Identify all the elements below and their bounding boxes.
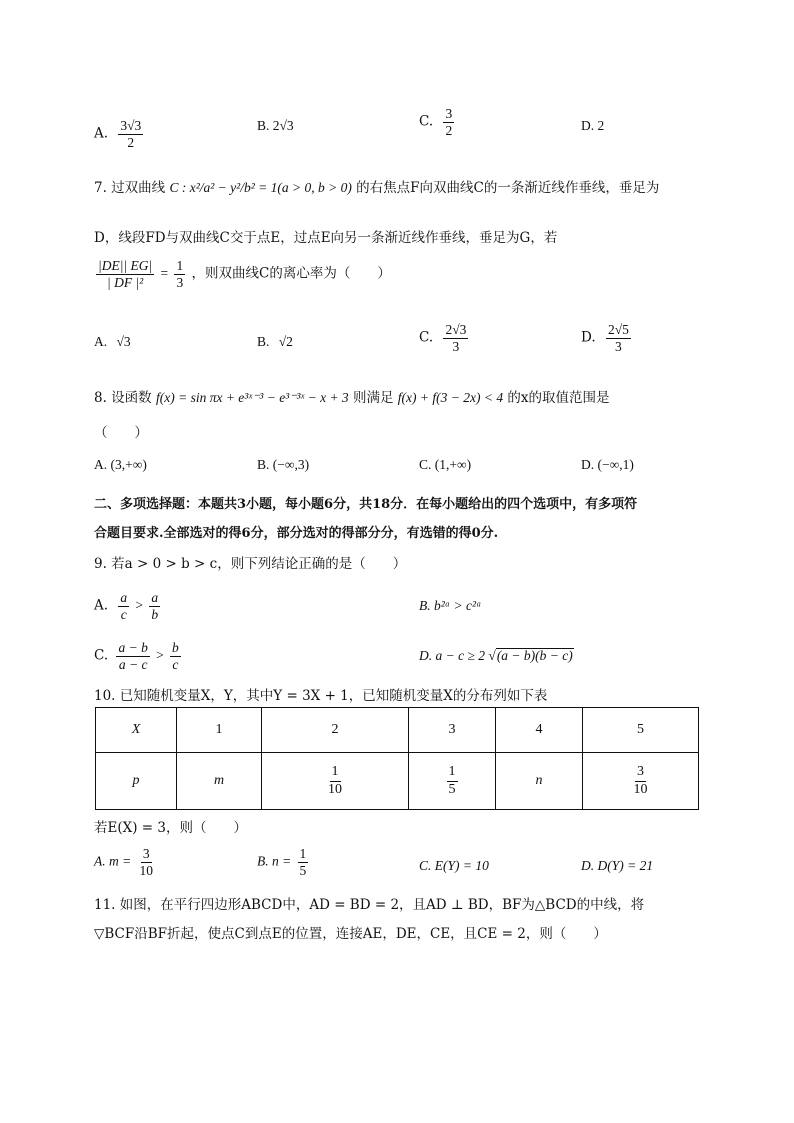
option-text: B. (−∞,3): [257, 457, 310, 472]
option-letter: A.: [94, 597, 109, 614]
q10-stem: 10. 已知随机变量X，Y，其中Y = 3X + 1，已知随机变量X的分布列如下表: [94, 688, 548, 704]
table-cell: [262, 753, 409, 810]
q6-option-a: [94, 118, 145, 150]
q9-option-c: [94, 640, 183, 672]
question-text: D，线段FD与双曲线C交于点E，过点E向另一条渐近线作垂线，垂足为G，若: [94, 230, 558, 246]
q8-option-d: [581, 457, 634, 473]
option-text: B. n =: [257, 853, 292, 869]
function-formula: f(x) = sin πx + e³ˣ⁻³ − e³⁻³ˣ − x + 3: [155, 390, 349, 405]
option-dot: .: [103, 647, 109, 664]
q10-condition: [94, 816, 247, 836]
q10-option-d: D. D(Y) = 21: [581, 858, 654, 873]
q7-option-b: [257, 334, 293, 350]
question-text: 若E(X) = 3，则（ ）: [94, 820, 247, 836]
q7-option-d: [581, 322, 633, 354]
radicand: (a − b)(b − c): [496, 648, 573, 663]
hyperbola-formula: C : x²/a² − y²/b² = 1(a > 0, b > 0): [169, 180, 352, 195]
fraction: $\frac{a}{c}$: [120, 590, 128, 622]
table-row: [96, 753, 699, 810]
table-cell: 2: [262, 708, 409, 753]
option-text: A. m =: [94, 853, 132, 869]
option-text: C. (1,+∞): [419, 457, 472, 472]
q8-option-a: [94, 457, 147, 473]
fraction: $\frac{b}{c}$: [172, 640, 179, 672]
q8-line2: [94, 421, 148, 441]
q11-line1: 11. 如图，在平行四边形ABCD中，AD = BD = 2，且AD ⊥ BD，BF为△BCD的中线，将: [94, 897, 645, 913]
question-number: 8. 设函数: [94, 390, 152, 406]
table-row: [96, 708, 699, 753]
q7-option-c: [419, 322, 470, 354]
option-value: √3: [116, 334, 131, 349]
question-text: 的x的取值范围是: [507, 390, 610, 406]
option-text: D. 2: [581, 118, 605, 133]
fraction: $\frac{3}{10}$: [633, 764, 648, 797]
table-cell: 3: [409, 708, 496, 753]
table-cell: p: [96, 753, 177, 810]
option-letter: A.: [94, 125, 109, 142]
question-text: 则满足: [352, 390, 394, 406]
inequality: f(x) + f(3 − 2x) < 4: [397, 390, 504, 405]
table-cell: 1: [177, 708, 262, 753]
fraction: $\frac{3√3}{2}$: [120, 118, 142, 150]
ratio-fraction: $\frac{|DE|| EG|}{\text{| DF |²}}$: [98, 258, 153, 290]
operator: >: [135, 597, 144, 613]
q7-option-a: [94, 334, 131, 350]
q9-option-d: [419, 648, 574, 664]
table-cell: n: [496, 753, 583, 810]
option-letter: C.: [419, 113, 434, 130]
fraction: $\frac{1}{10}$: [328, 764, 342, 797]
q8-option-c: [419, 457, 471, 473]
option-value: √2: [278, 334, 293, 349]
q7-line2: [94, 226, 557, 246]
fraction: $\frac{a}{b}$: [151, 590, 159, 622]
q8-option-b: [257, 457, 309, 473]
fraction: $\frac{2√3}{3}$: [445, 322, 467, 354]
q6-option-d: [581, 118, 604, 134]
table-cell: 5: [583, 708, 699, 753]
table-cell: 4: [496, 708, 583, 753]
q9-option-a: [94, 590, 162, 622]
question-number: 7. 过双曲线: [94, 180, 166, 196]
option-value: 2√3: [272, 118, 294, 133]
section-heading-line2: 合题目要求.全部选对的得6分，部分选对的得部分分，有选错的得0分.: [94, 526, 499, 541]
fraction: $\frac{3}{2}$: [445, 106, 453, 138]
q9-option-b: B. b²ᵃ > c²ᵃ: [419, 598, 482, 613]
question-text: ，则双曲线C的离心率为（ ）: [191, 265, 391, 282]
q9-stem: 9. 若a > 0 > b > c，则下列结论正确的是（ ）: [94, 556, 407, 572]
option-letter: C.: [419, 329, 434, 346]
fraction: $\frac{3}{10}$: [139, 846, 154, 878]
distribution-table: [95, 707, 699, 810]
q7-line3: [94, 258, 391, 290]
answer-bracket: （ ）: [94, 425, 148, 441]
q6-option-c: [419, 106, 456, 138]
equals-sign: =: [160, 265, 169, 281]
option-letter: B.: [257, 334, 270, 349]
q10-option-b: [257, 846, 310, 878]
fraction: $\frac{1}{5}$: [448, 764, 456, 797]
option-letter: A.: [94, 334, 108, 349]
q8-line1: [94, 386, 610, 406]
question-text: 的右焦点F向双曲线C的一条渐近线作垂线，垂足为: [356, 180, 660, 196]
operator: >: [156, 647, 164, 663]
option-text: D. (−∞,1): [581, 457, 634, 472]
table-cell: m: [177, 753, 262, 810]
option-letter: C: [94, 647, 104, 664]
q10-option-c: C. E(Y) = 10: [419, 858, 489, 873]
table-cell: [583, 753, 699, 810]
section-heading-line1: 二、多项选择题：本题共3小题，每小题6分，共18分．在每小题给出的四个选项中，有多项符: [94, 497, 638, 512]
table-cell: X: [96, 708, 177, 753]
option-letter: B.: [257, 118, 270, 133]
option-text: A. (3,+∞): [94, 457, 147, 472]
q10-option-a: [94, 846, 157, 878]
q11-line2: ▽BCF沿BF折起，使点C到点E的位置，连接AE，DE，CE，且CE = 2，则（ ）: [94, 926, 607, 942]
option-letter: D.: [581, 329, 596, 346]
fraction: $\frac{a - b}{a - c}$: [118, 640, 148, 672]
q7-line1: [94, 176, 659, 196]
fraction: $\frac{1}{5}$: [299, 846, 307, 878]
option-text: D. a − c ≥ 2: [419, 648, 486, 663]
table-cell: [409, 753, 496, 810]
sqrt-icon: √(a − b)(b − c): [488, 648, 573, 663]
one-third: $\frac{1}{3}$: [176, 258, 184, 290]
q6-option-b: [257, 118, 294, 134]
fraction: $\frac{2√5}{3}$: [607, 322, 629, 354]
